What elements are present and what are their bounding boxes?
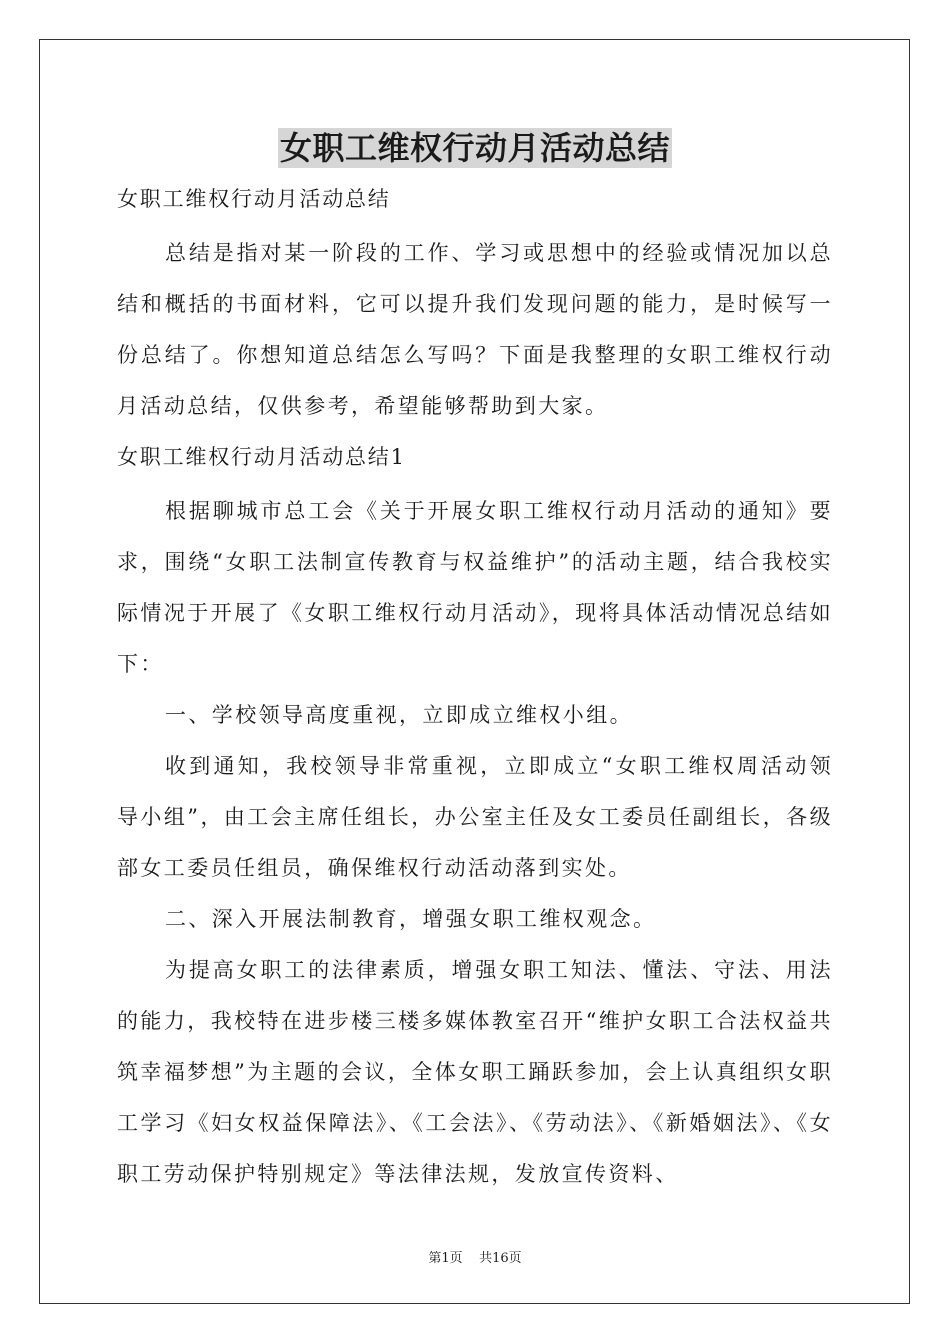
document-subtitle: 女职工维权行动月活动总结 (117, 187, 391, 211)
page-number: 第1页 (428, 1251, 463, 1266)
intro-paragraph: 总结是指对某一阶段的工作、学习或思想中的经验或情况加以总结和概括的书面材料，它可以提升我们发现问题的能力，是时候写一份总结了。你想知道总结怎么写吗？下面是我整理的女职工维权行动月活动总结，仅供参考，希望能够帮助到大家。 (117, 241, 833, 418)
document-title: 女职工维权行动月活动总结 (279, 129, 670, 167)
document-body (117, 178, 833, 1200)
section-heading: 女职工维权行动月活动总结1 (117, 445, 406, 469)
body-paragraph: 根据聊城市总工会《关于开展女职工维权行动月活动的通知》要求，围绕“女职工法制宣传教育与权益维护”的活动主题，结合我校实际情况于开展了《女职工维权行动月活动》，现将具体活动情况总结如下： (117, 499, 833, 676)
body-paragraph: 一、学校领导高度重视，立即成立维权小组。 (165, 703, 633, 727)
page-total: 共16页 (479, 1251, 522, 1266)
body-paragraph: 为提高女职工的法律素质，增强女职工知法、懂法、守法、用法的能力，我校特在进步楼三楼多媒体教室召开“维护女职工合法权益共筑幸福梦想”为主题的会议，全体女职工踊跃参加，会上认真组织女职工学习《妇女权益保障法》、《工会法》、《劳动法》、《新婚姻法》、《女职工劳动保护特别规定》等法律法规，发放宣传资料、 (117, 958, 833, 1186)
body-paragraph: 二、深入开展法制教育，增强女职工维权观念。 (165, 907, 657, 931)
body-paragraph: 收到通知，我校领导非常重视，立即成立“女职工维权周活动领导小组”，由工会主席任组长，办公室主任及女工委员任副组长，各级部女工委员任组员，确保维权行动活动落到实处。 (117, 754, 833, 880)
title-container (0, 128, 950, 168)
page-footer (0, 1247, 950, 1266)
